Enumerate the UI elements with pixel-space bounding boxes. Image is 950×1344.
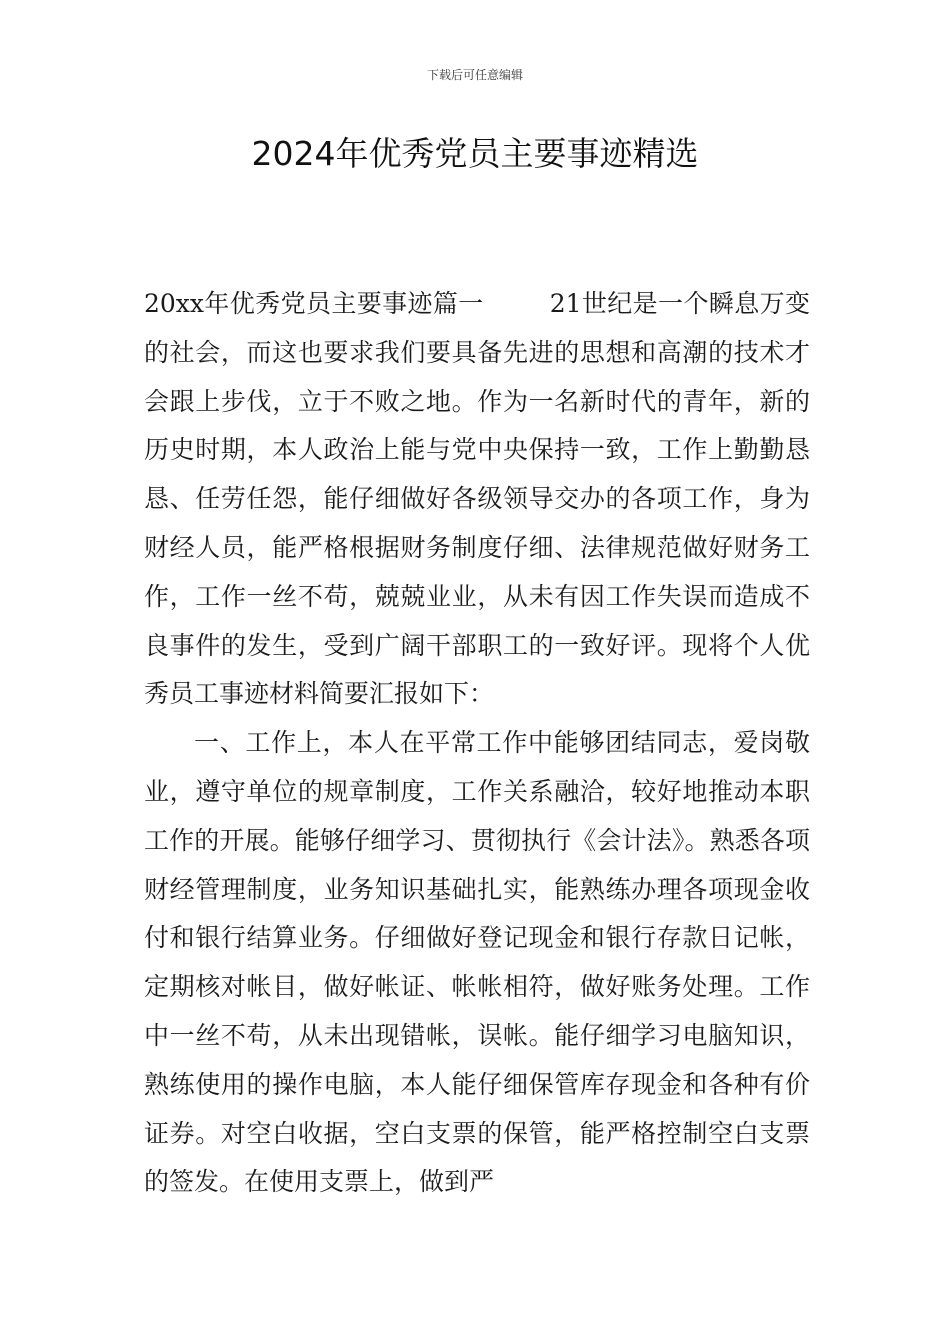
intro-heading: 20xx年优秀党员主要事迹篇一 [144,289,484,318]
paragraph-intro [144,280,810,719]
document-title: 2024年优秀党员主要事迹精选 [251,134,699,173]
paragraph-2: 一、工作上，本人在平常工作中能够团结同志，爱岗敬业，遵守单位的规章制度，工作关系融洽，较好地推动本职工作的开展。能够仔细学习、贯彻执行《会计法》。熟悉各项财经管理制度，业务知识基础扎实，能熟练办理各项现金收付和银行结算业务。仔细做好登记现金和银行存款日记帐，定期核对帐目，做好帐证、帐帐相符，做好账务处理。工作中一丝不苟，从未出现错帐，误帐。能仔细学习电脑知识，熟练使用的操作电脑，本人能仔细保管库存现金和各种有价证券。对空白收据，空白支票的保管，能严格控制空白支票的签发。在使用支票上，做到严 [144,728,810,1197]
paragraph-1-text: 21世纪是一个瞬息万变的社会，而这也要求我们要具备先进的思想和高潮的技术才会跟上步伐，立于不败之地。作为一名新时代的青年，新的历史时期，本人政治上能与党中央保持一致，工作上勤勤恳恳、任劳任怨，能仔细做好各级领导交办的各项工作，身为财经人员，能严格根据财务制度仔细、法律规范做好财务工作，工作一丝不苟，兢兢业业，从未有因工作失误而造成不良事件的发生，受到广阔干部职工的一致好评。现将个人优秀员工事迹材料简要汇报如下： [144,289,811,709]
header-note: 下载后可任意编辑 [426,68,523,82]
document-body [144,280,810,1207]
